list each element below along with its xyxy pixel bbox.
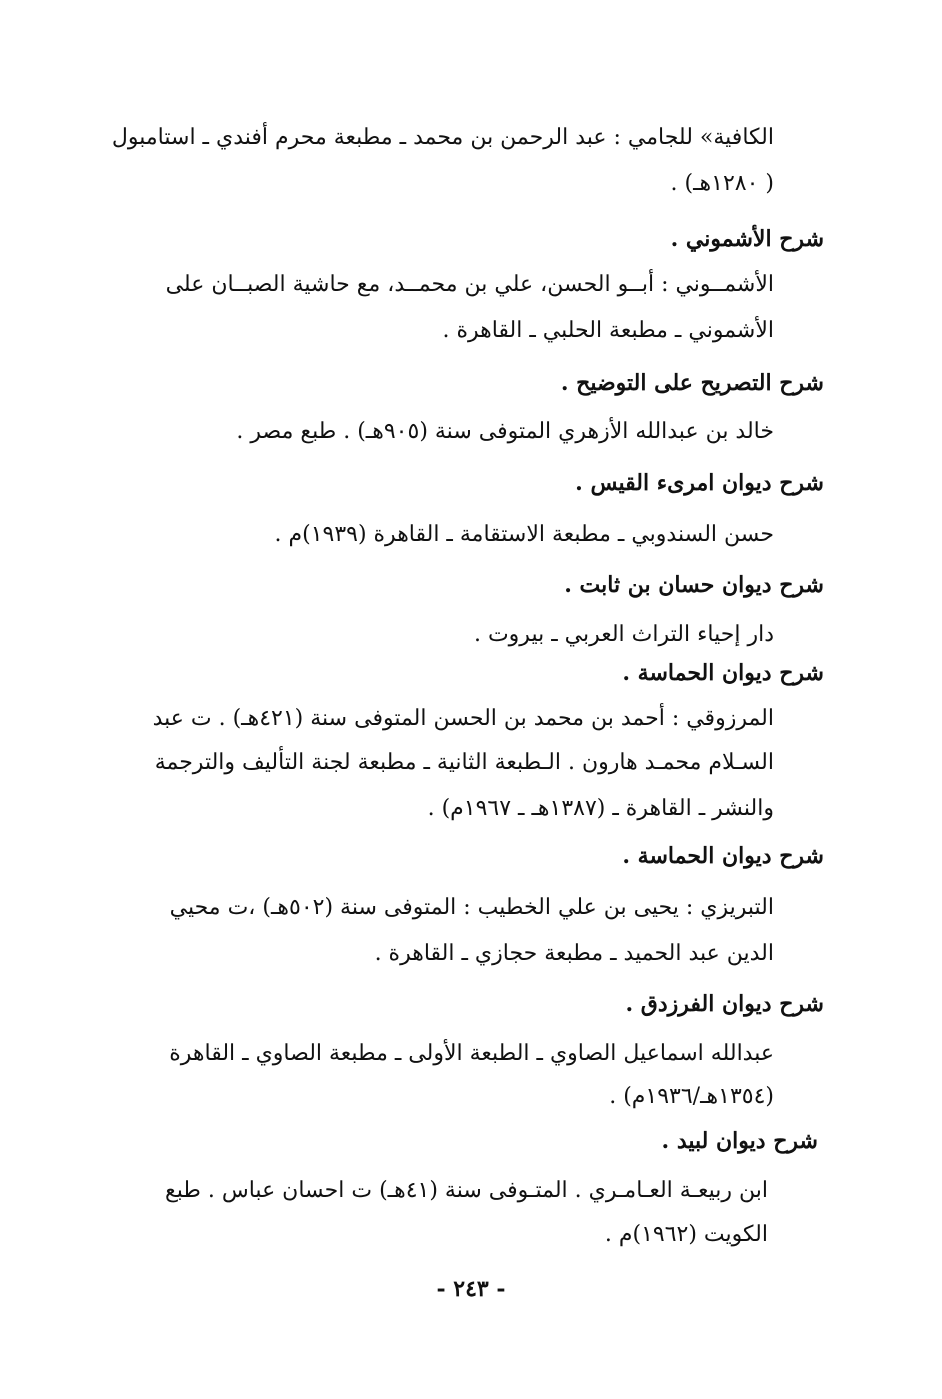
entry-6-line-2: السـلام محمـد هارون . الـطبعة الثانية ـ مطبعة لجنة التأليف والترجمة: [154, 750, 774, 775]
entry-6-line-1: المرزوقي : أحمد بن محمد بن الحسن المتوفى سنة (٤٢١هـ) . ت عبد: [152, 706, 774, 731]
entry-7-line-1: التبريزي : يحيى بن علي الخطيب : المتوفى سنة (٥٠٢هـ) ،ت محيي: [169, 895, 774, 920]
entry-1-line-1: الكافية» للجامي : عبد الرحمن بن محمد ـ مطبعة محرم أفندي ـ استامبول: [111, 125, 774, 150]
entry-8-title: شرح ديوان الفرزدق .: [625, 991, 824, 1017]
entry-9-title: شرح ديوان لبيد .: [661, 1128, 818, 1154]
entry-9-line-1: ابن ربيعـة العـامـري . المتـوفى سنة (٤١هـ) ت احسان عباس . طبع: [165, 1178, 768, 1203]
entry-3-line-1: خالد بن عبدالله الأزهري المتوفى سنة (٩٠٥هـ) . طبع مصر .: [236, 419, 774, 444]
entry-4-title: شرح ديوان امرىء القيس .: [575, 470, 824, 496]
entry-1-line-2: ( ١٢٨٠هـ) .: [670, 171, 774, 196]
entry-9-line-2: الكويت (١٩٦٢)م .: [604, 1222, 768, 1247]
entry-2-title: شرح الأشموني .: [670, 226, 824, 252]
entry-7-line-2: الدين عبد الحميد ـ مطبعة حجازي ـ القاهرة .: [374, 941, 774, 966]
entry-7-title: شرح ديوان الحماسة .: [622, 843, 824, 869]
entry-6-line-3: والنشر ـ القاهرة ـ (١٣٨٧هـ ـ ١٩٦٧م) .: [427, 796, 774, 821]
entry-3-title: شرح التصريح على التوضيح .: [560, 370, 824, 396]
entry-4-line-1: حسن السندوبي ـ مطبعة الاستقامة ـ القاهرة (١٩٣٩)م .: [274, 522, 774, 547]
entry-2-line-1: الأشمــوني : أبــو الحسن، علي بن محمــد، مع حاشية الصبــان على: [165, 272, 774, 297]
entry-5-line-1: دار إحياء التراث العربي ـ بيروت .: [473, 622, 774, 647]
entry-8-line-1: عبدالله اسماعيل الصاوي ـ الطبعة الأولى ـ مطبعة الصاوي ـ القاهرة: [169, 1041, 774, 1066]
page-number: - ٢٤٣ -: [436, 1276, 506, 1302]
entry-8-line-2: (١٣٥٤هـ/١٩٣٦م) .: [609, 1084, 774, 1109]
entry-5-title: شرح ديوان حسان بن ثابت .: [564, 572, 824, 598]
entry-6-title: شرح ديوان الحماسة .: [622, 660, 824, 686]
entry-2-line-2: الأشموني ـ مطبعة الحلبي ـ القاهرة .: [442, 318, 774, 343]
